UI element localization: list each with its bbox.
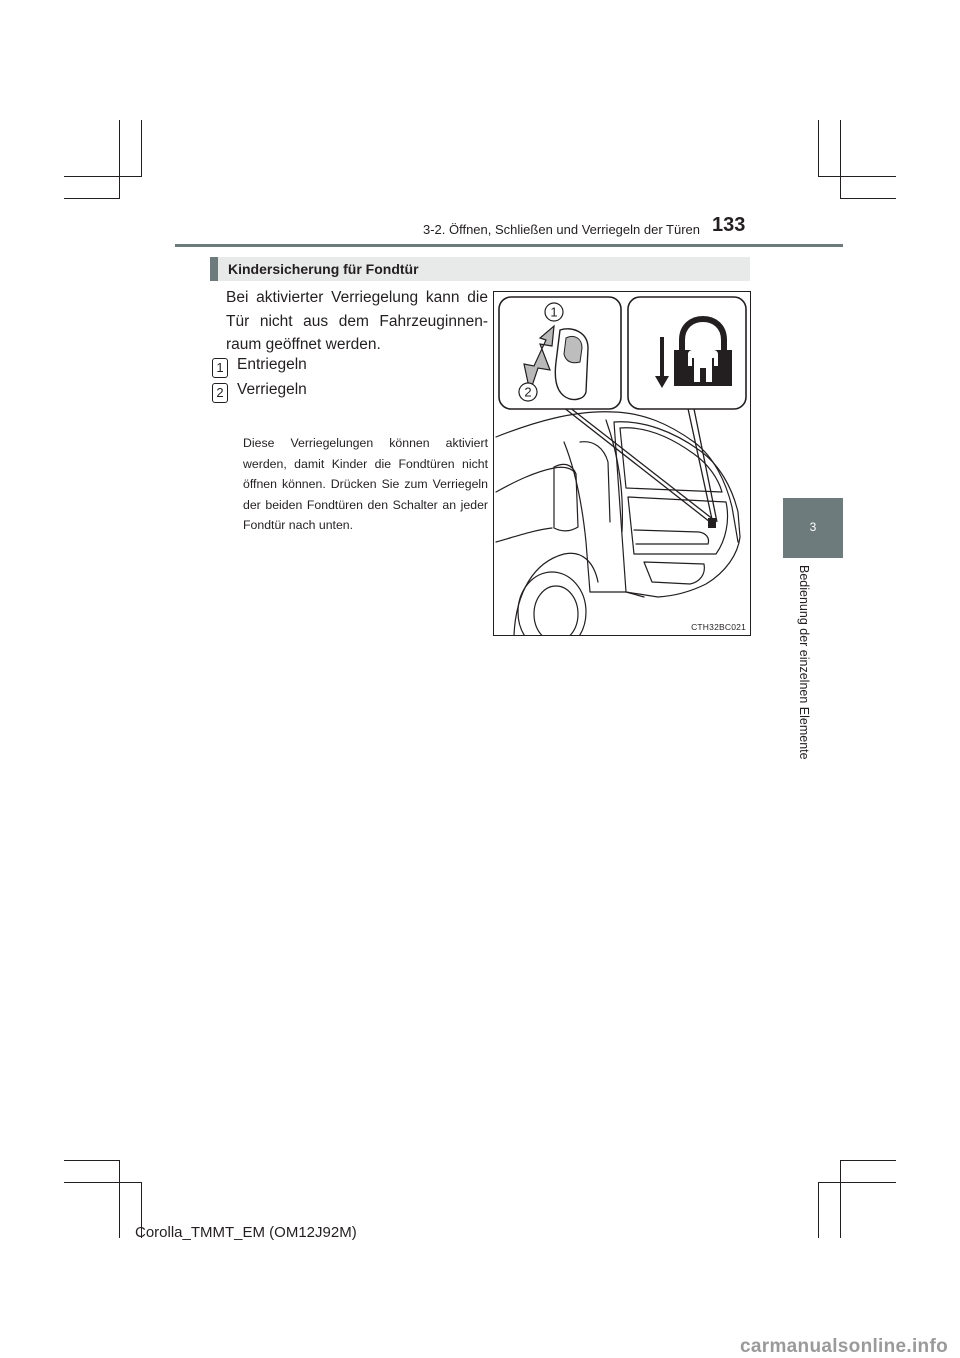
crop-mark: [64, 1182, 142, 1183]
note-paragraph: Diese Verriegelungen können aktiviert werden, damit Kinder die Fondtüren nicht öffnen können. Drücken Sie zum Verriegeln der beiden Fondtüren den Schalter an jeder Fondtür nach unten.: [243, 436, 488, 532]
crop-mark: [840, 198, 896, 199]
illustration-drawing: [494, 292, 750, 635]
lock-switch-location: [708, 518, 716, 528]
crop-mark: [119, 1160, 120, 1238]
list-label: Verriegeln: [237, 381, 307, 398]
list-number: 1: [212, 358, 228, 378]
crop-mark: [64, 176, 142, 177]
callout-leader: [687, 404, 713, 524]
running-header: 3-2. Öffnen, Schließen und Verriegeln der Türen: [422, 222, 700, 237]
figure-code: CTH32BC021: [691, 622, 746, 632]
list-label: Entriegeln: [237, 356, 307, 373]
list-number: 2: [212, 383, 228, 403]
crop-mark: [840, 1160, 841, 1238]
callout-leader: [560, 400, 714, 520]
list-item: [212, 354, 512, 376]
section-heading: Kindersicherung für Fondtür: [210, 257, 750, 281]
wheel-hub: [534, 586, 578, 635]
seat-back: [580, 442, 610, 522]
watermark: carmanualsonline.info: [740, 1336, 948, 1357]
callout-number: 2: [524, 384, 532, 400]
door-armrest: [634, 530, 709, 544]
crop-mark: [119, 120, 120, 198]
chapter-number: 3: [809, 520, 817, 534]
car-body-line: [496, 467, 576, 492]
list-item: [212, 379, 512, 401]
crop-mark: [818, 1182, 819, 1238]
intro-paragraph: Bei aktivierter Verriegelung kann die Tür nicht aus dem Fahrzeuginnen-raum geöffnet werden.: [226, 289, 488, 353]
switch-lever-shade: [564, 336, 582, 362]
crop-mark: [818, 176, 896, 177]
door-outline: [614, 422, 740, 597]
car-roof-line: [496, 412, 738, 542]
crop-mark: [840, 120, 841, 198]
chapter-title: Bedienung der einzelnen Elemente: [797, 565, 811, 760]
door-pocket: [644, 562, 704, 584]
crop-mark: [818, 1182, 896, 1183]
child-lock-illustration: [493, 291, 751, 636]
crop-mark: [64, 198, 120, 199]
callout-number: 1: [550, 304, 558, 320]
crop-mark: [141, 120, 142, 176]
door-window: [620, 428, 722, 492]
footer-model: Corolla_TMMT_EM (OM12J92M): [135, 1224, 357, 1241]
sill: [590, 592, 644, 597]
crop-mark: [840, 1160, 896, 1161]
ground-line: [496, 528, 552, 542]
page-number: 133: [712, 214, 746, 236]
header-rule: [175, 244, 843, 247]
crop-mark: [818, 120, 819, 176]
chapter-tab: [783, 498, 843, 558]
crop-mark: [64, 1160, 120, 1161]
